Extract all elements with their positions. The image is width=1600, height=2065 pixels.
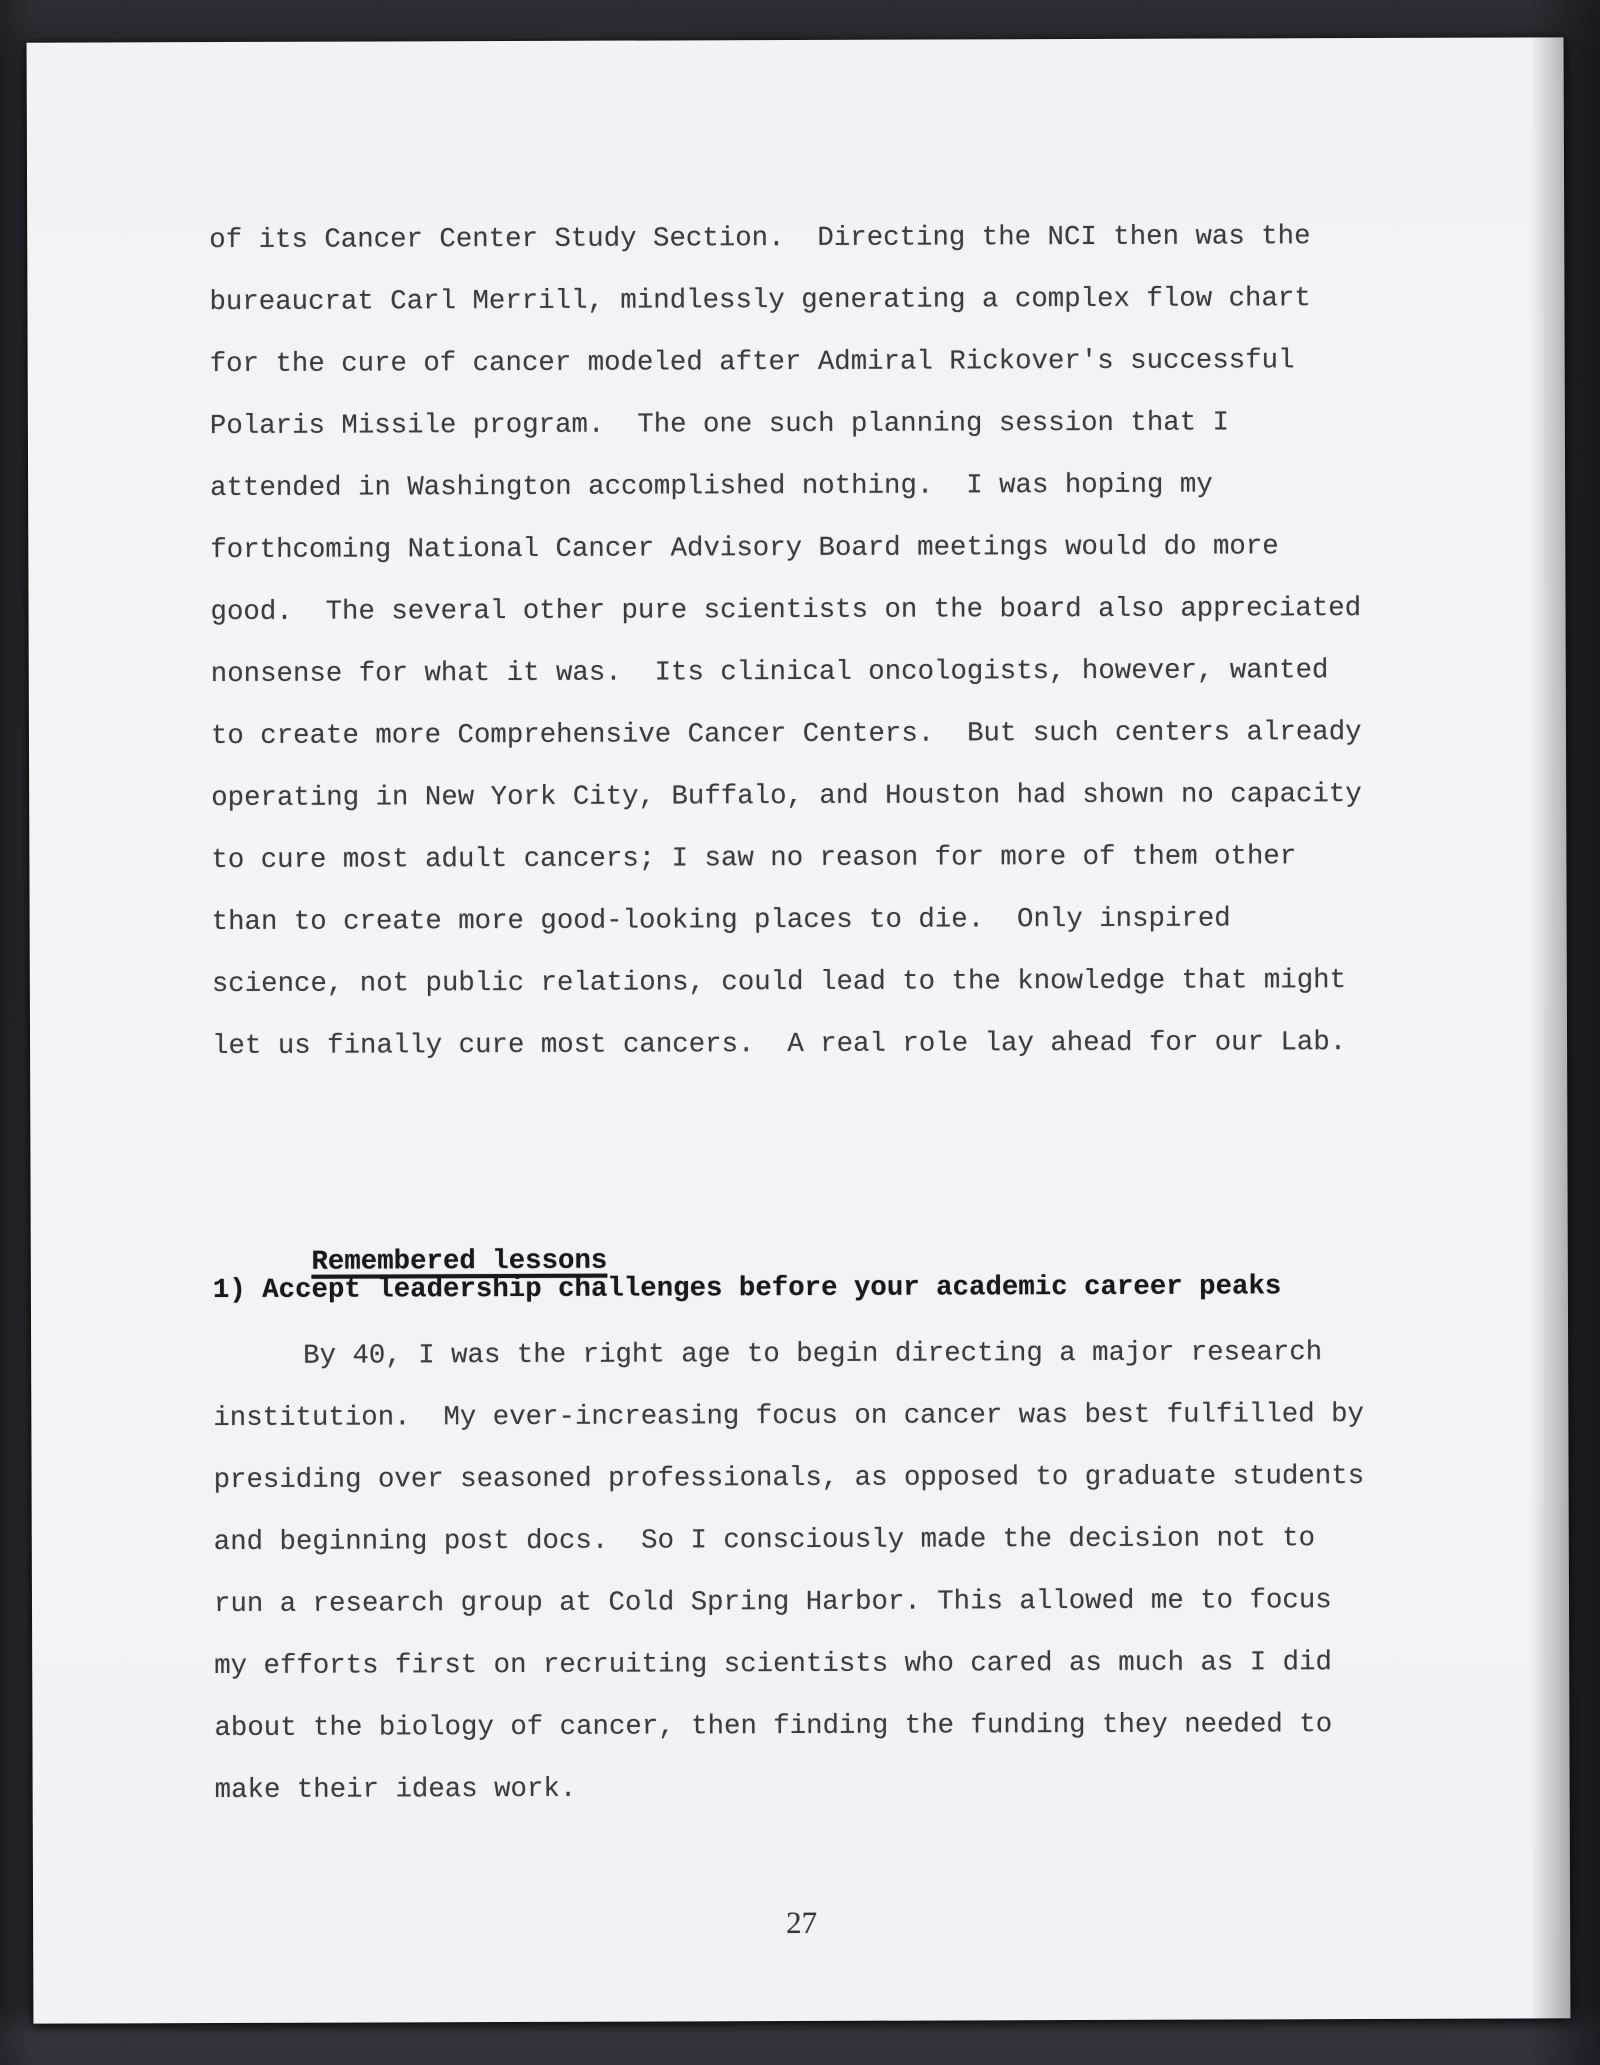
text-line: make their ideas work. (214, 1773, 577, 1807)
text-line: attended in Washington accomplished nothing. I was hoping my (210, 469, 1213, 505)
text-line: science, not public relations, could lead to the knowledge that might (211, 965, 1347, 1001)
lesson-1-heading: 1) Accept leadership challenges before your academic career peaks (212, 1271, 1282, 1307)
text-line: to create more Comprehensive Cancer Centers. But such centers already (210, 717, 1362, 753)
text-line: institution. My ever-increasing focus on cancer was best fulfilled by (213, 1399, 1365, 1435)
page-number: 27 (786, 1904, 818, 1941)
text-line: about the biology of cancer, then finding the funding they needed to (214, 1709, 1333, 1745)
text-line: of its Cancer Center Study Section. Directing the NCI then was the (209, 221, 1311, 257)
text-line: good. The several other pure scientists on the board also appreciated (210, 593, 1362, 629)
text-line: forthcoming National Cancer Advisory Board meetings would do more (210, 531, 1279, 567)
text-line: presiding over seasoned professionals, as opposed to graduate students (213, 1461, 1365, 1497)
text-line: and beginning post docs. So I consciously made the decision not to (213, 1523, 1316, 1559)
section-heading-text: Remembered lessons (311, 1245, 608, 1278)
text-line: nonsense for what it was. Its clinical oncologists, however, wanted (210, 655, 1329, 691)
paragraph-1 (209, 206, 1363, 1078)
text-line: Polaris Missile program. The one such planning session that I (209, 407, 1230, 443)
text-line: run a research group at Cold Spring Harbor. This allowed me to focus (213, 1585, 1332, 1621)
text-line: to cure most adult cancers; I saw no reason for more of them other (211, 841, 1297, 877)
text-line: operating in New York City, Buffalo, and Houston had shown no capacity (211, 779, 1362, 815)
text-line: my efforts first on recruiting scientists who cared as much as I did (214, 1647, 1332, 1683)
text-line: By 40, I was the right age to begin directing a major research (303, 1337, 1323, 1372)
text-line: let us finally cure most cancers. A real role lay ahead for our Lab. (211, 1027, 1347, 1063)
text-line: for the cure of cancer modeled after Admiral Rickover's successful (209, 345, 1295, 381)
paragraph-2 (213, 1322, 1365, 1822)
text-line: than to create more good-looking places to die. Only inspired (211, 903, 1231, 939)
document-page (27, 37, 1571, 2023)
text-line: bureaucrat Carl Merrill, mindlessly generating a complex flow chart (209, 283, 1311, 319)
